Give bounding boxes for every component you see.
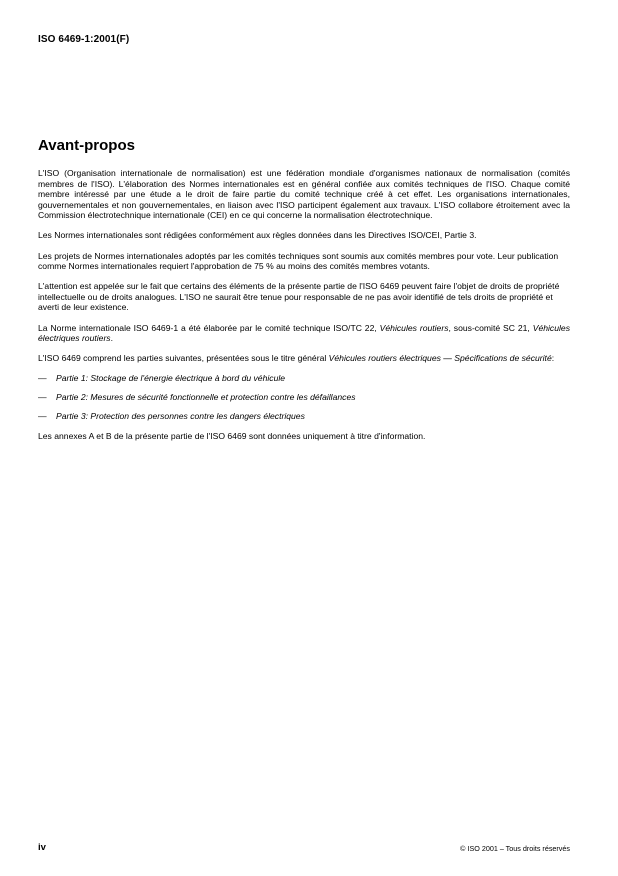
paragraph-directives: Les Normes internationales sont rédigées conformément aux règles données dans les Directives ISO/CEI, Partie 3. <box>38 230 477 241</box>
paragraph-committee <box>38 323 570 344</box>
parts-list <box>38 373 570 421</box>
committee-tc-name: Véhicules routiers <box>379 322 449 333</box>
list-item-text: Partie 1: Stockage de l'énergie électrique à bord du véhicule <box>56 373 286 384</box>
parts-intro-text: L'ISO 6469 comprend les parties suivantes, présentées sous le titre général <box>38 353 329 364</box>
list-dash: — <box>38 373 47 384</box>
page-number: iv <box>38 842 46 853</box>
parts-intro-colon: : <box>551 353 555 364</box>
list-dash: — <box>38 410 47 421</box>
list-item <box>38 373 570 384</box>
list-item <box>38 411 570 422</box>
paragraph-annexes: Les annexes A et B de la présente partie de l'ISO 6469 sont données uniquement à titre d'information. <box>38 430 426 441</box>
copyright-notice: © ISO 2001 – Tous droits réservés <box>460 844 570 853</box>
list-item <box>38 392 570 403</box>
list-dash: — <box>38 391 47 402</box>
committee-text-1: La Norme internationale ISO 6469-1 a été élaborée par le comité technique ISO/TC 22, <box>38 322 380 333</box>
document-header: ISO 6469-1:2001(F) <box>38 34 130 45</box>
parts-general-title: Véhicules routiers électriques — Spécifications de sécurité <box>328 353 552 364</box>
paragraph-patent-rights: L'attention est appelée sur le fait que certains des éléments de la présente partie de l'ISO 6469 peuvent faire l'objet de droits de propriété intellectuelle ou de droits analogues. L'ISO ne saurait être tenue pour responsable de ne pas avoir identifié de tels droits de propriété et averti de leur existence. <box>38 281 560 313</box>
section-title: Avant-propos <box>38 137 135 154</box>
paragraph-voting: Les projets de Normes internationales adoptés par les comités techniques sont soumis aux comités membres pour vote. Leur publication comme Normes internationales requiert l'approbation de 75 % au moins des comités membres votants. <box>38 250 559 272</box>
foreword-section <box>38 137 570 451</box>
committee-sc-name: Véhicules électriques routiers <box>38 322 570 344</box>
paragraph-iso-intro: L'ISO (Organisation internationale de normalisation) est une fédération mondiale d'organismes nationaux de normalisation (comités membres de l'ISO). L'élaboration des Normes internationales est en général confiée aux comités techniques de l'ISO. Chaque comité membre intéressé par une étude a le droit de faire partie du comité technique créé à cet effet. Les organisations internationales, gouvernementales et non gouvernementales, en liaison avec l'ISO participent également aux travaux. L'ISO collabore étroitement avec la Commission électrotechnique internationale (CEI) en ce qui concerne la normalisation électrotechnique. <box>38 168 570 221</box>
committee-text-3: . <box>110 333 113 344</box>
committee-text-2: , sous-comité SC 21, <box>448 322 533 333</box>
list-item-text: Partie 3: Protection des personnes contre les dangers électriques <box>56 410 305 421</box>
paragraph-parts-intro <box>38 353 570 364</box>
list-item-text: Partie 2: Mesures de sécurité fonctionnelle et protection contre les défaillances <box>56 391 356 402</box>
